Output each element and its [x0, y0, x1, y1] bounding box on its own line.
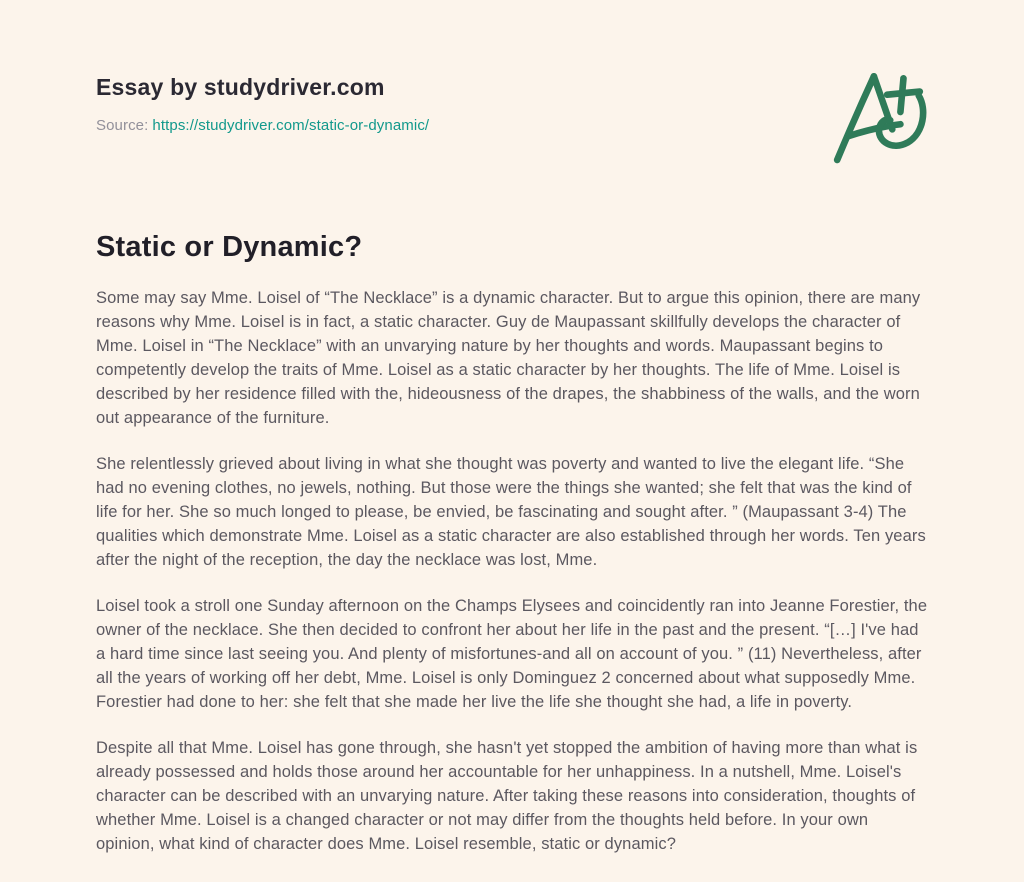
page-title: Essay by studydriver.com: [96, 74, 385, 100]
article-paragraph: She relentlessly grieved about living in what she thought was poverty and wanted to live the elegant life. “She had no evening clothes, no jewels, nothing. But those were the things she wanted; she felt that was the kind of life for her. She so much longed to please, be envied, be fascinating and sought after. ” (Maupassant 3-4) The qualities which demonstrate Mme. Loisel as a static character are also established through her words. Ten years after the night of the reception, the day the necklace was lost, Mme.: [96, 454, 926, 569]
article-paragraph: Loisel took a stroll one Sunday afternoon on the Champs Elysees and coincidently ran into Jeanne Forestier, the owner of the necklace. She then decided to confront her about her life in the past and the present. “[…] I've had a hard time since last seeing you. And plenty of misfortunes-and all on account of you. ” (11) Nevertheless, after all the years of working off her debt, Mme. Loisel is only Dominguez 2 concerned about what supposedly Mme. Forestier had done to her: she felt that she made her live the life she thought she had, a life in poverty.: [96, 596, 928, 711]
source-line: [96, 117, 928, 134]
a-plus-logo-icon: [828, 60, 930, 164]
article-paragraph: Some may say Mme. Loisel of “The Necklace” is a dynamic character. But to argue this opinion, there are many reasons why Mme. Loisel is in fact, a static character. Guy de Maupassant skillfully develops the character of Mme. Loisel in “The Necklace” with an unvarying nature by her thoughts and words. Maupassant begins to competently develop the traits of Mme. Loisel as a static character by her thoughts. The life of Mme. Loisel is described by her residence filled with the, hideousness of the drapes, the shabbiness of the walls, and the worn out appearance of the furniture.: [96, 288, 921, 427]
source-link[interactable]: https://studydriver.com/static-or-dynamic/: [152, 116, 430, 134]
article-title: Static or Dynamic?: [96, 230, 363, 263]
source-label: Source:: [96, 116, 149, 134]
article-paragraph: Despite all that Mme. Loisel has gone through, she hasn't yet stopped the ambition of having more than what is already possessed and holds those around her accountable for her unhappiness. In a nutshell, Mme. Loisel's character can be described with an unvarying nature. After taking these reasons into consideration, thoughts of whether Mme. Loisel is a changed character or not may differ from the thoughts held before. In your own opinion, what kind of character does Mme. Loisel resemble, static or dynamic?: [96, 738, 918, 853]
article-body: [96, 286, 928, 856]
